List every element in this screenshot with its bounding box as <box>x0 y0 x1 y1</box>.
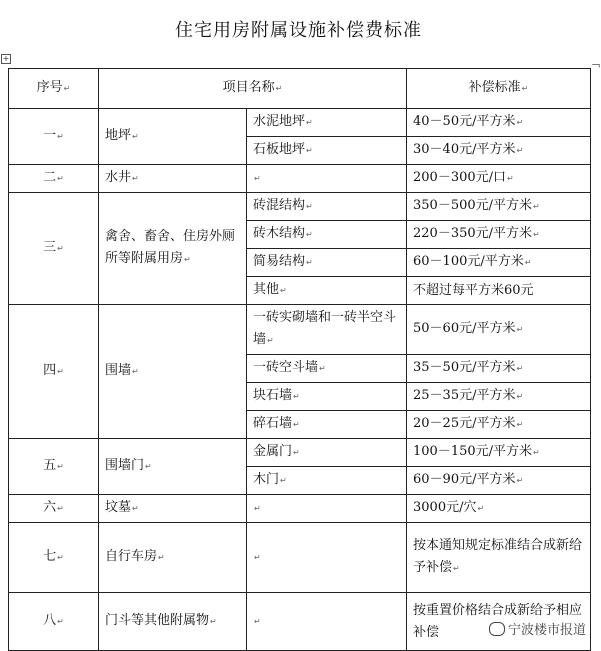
row-number: 五↵ <box>9 439 99 495</box>
standard-value: 按本通知规定标准结合成新给予补偿↵ <box>407 523 591 593</box>
table-row <box>9 495 591 523</box>
watermark-text: 宁波楼市报道 <box>507 623 586 638</box>
sub-item: 其他↵ <box>247 277 407 305</box>
header-item: 项目名称↵ <box>99 69 407 109</box>
standard-value: 60－90元/平方米↵ <box>407 467 591 495</box>
row-number: 八↵ <box>9 593 99 651</box>
sub-item: 块石墙↵ <box>247 383 407 411</box>
sub-item: 金属门↵ <box>247 439 407 467</box>
item-name: 地坪↵ <box>99 109 247 165</box>
sub-item: 碎石墙↵ <box>247 411 407 439</box>
standard-value: 25－35元/平方米↵ <box>407 383 591 411</box>
sub-item: 一砖空斗墙↵ <box>247 355 407 383</box>
standard-value: 3000元/穴↵ <box>407 495 591 523</box>
standard-value: 按重置价格结合成新给予相应补偿 <box>407 593 591 651</box>
document-title: 住宅用房附属设施补偿费标准 <box>175 20 422 41</box>
row-number: 二↵ <box>9 165 99 193</box>
paragraph-mark-icon: ¬ <box>591 58 601 72</box>
standard-value: 20－25元/平方米↵ <box>407 411 591 439</box>
item-name: 禽舍、畜舍、住房外厕所等附属用房↵ <box>99 193 247 305</box>
standard-value: 220－350元/平方米↵ <box>407 221 591 249</box>
watermark <box>486 618 589 639</box>
standard-value: 350－500元/平方米↵ <box>407 193 591 221</box>
standard-value: 200－300元/口↵ <box>407 165 591 193</box>
item-name: 围墙门↵ <box>99 439 247 495</box>
sub-item: ↵ <box>247 165 407 193</box>
sub-item: 石板地坪↵ <box>247 137 407 165</box>
table-move-anchor-icon[interactable]: + <box>2 54 10 63</box>
sub-item: 简易结构↵ <box>247 249 407 277</box>
item-name: 自行车房↵ <box>99 523 247 593</box>
header-no: 序号↵ <box>9 69 99 109</box>
standard-value: 35－50元/平方米↵ <box>407 355 591 383</box>
table-row <box>9 439 591 467</box>
standard-value: 不超过每平方米60元 <box>407 277 591 305</box>
row-number: 七↵ <box>9 523 99 593</box>
standard-value: 60－100元/平方米↵ <box>407 249 591 277</box>
sub-item: 水泥地坪↵ <box>247 109 407 137</box>
standard-value: 40－50元/平方米↵ <box>407 109 591 137</box>
row-number: 六↵ <box>9 495 99 523</box>
sub-item: ↵ <box>247 523 407 593</box>
item-name: 坟墓↵ <box>99 495 247 523</box>
item-name: 门斗等其他附属物↵ <box>99 593 247 651</box>
standard-value: 100－150元/平方米↵ <box>407 439 591 467</box>
table-row <box>9 165 591 193</box>
sub-item: 一砖实砌墙和一砖半空斗墙↵ <box>247 305 407 355</box>
sub-item: 砖混结构↵ <box>247 193 407 221</box>
row-number: 三↵ <box>9 193 99 305</box>
table-row <box>9 193 591 221</box>
item-name: 围墙↵ <box>99 305 247 439</box>
sub-item: 木门↵ <box>247 467 407 495</box>
table-row <box>9 305 591 355</box>
standard-value: 30－40元/平方米↵ <box>407 137 591 165</box>
table-row <box>9 109 591 137</box>
standard-value: 50－60元/平方米↵ <box>407 305 591 355</box>
item-name: 水井↵ <box>99 165 247 193</box>
header-standard: 补偿标准↵ <box>407 69 591 109</box>
sub-item: 砖木结构↵ <box>247 221 407 249</box>
wechat-icon <box>489 622 505 636</box>
table-header-row <box>9 69 591 109</box>
row-number: 四↵ <box>9 305 99 439</box>
sub-item: ↵ <box>247 593 407 651</box>
sub-item: ↵ <box>247 495 407 523</box>
row-number: 一↵ <box>9 109 99 165</box>
table-row <box>9 523 591 593</box>
compensation-table <box>8 68 591 651</box>
